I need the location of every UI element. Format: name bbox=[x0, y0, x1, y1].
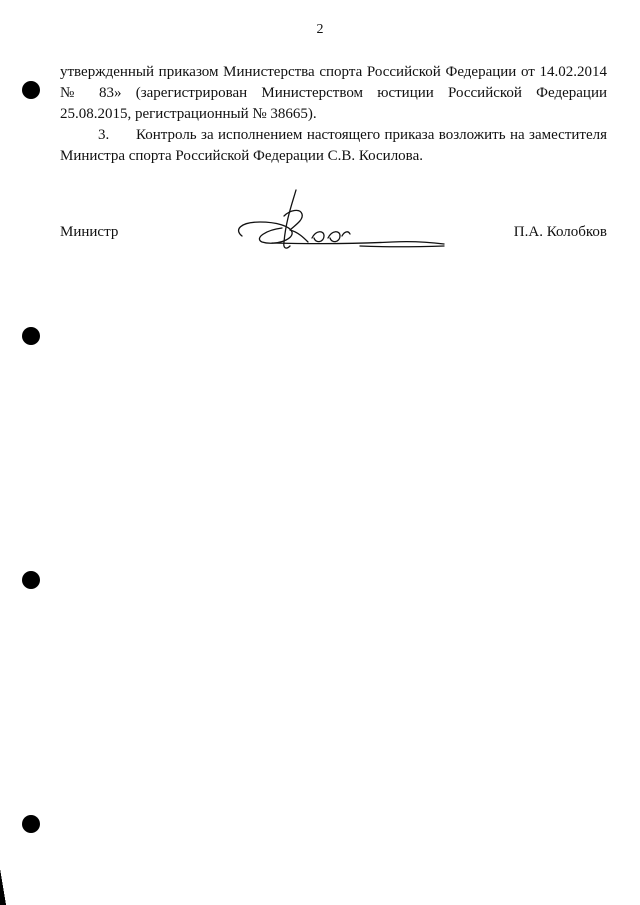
punch-hole-2 bbox=[22, 327, 40, 345]
paragraph-continuation: утвержденный приказом Министерства спорта Российской Федерации от 14.02.2014 № 83» (зарегистрирован Министерством юстиции Российской Федерации 25.08.2015, регистрационный № 38665). bbox=[60, 64, 607, 122]
paragraph-3-number: 3. bbox=[98, 127, 110, 143]
paragraph-3 bbox=[60, 125, 607, 167]
signatory-title: Министр bbox=[60, 224, 119, 240]
paragraph-3-text: Контроль за исполнением настоящего приказа возложить на заместителя Министра спорта Российской Федерации С.В. Косилова. bbox=[60, 127, 607, 164]
punch-hole-3 bbox=[22, 571, 40, 589]
signatory-name: П.А. Колобков bbox=[513, 224, 607, 240]
punch-hole-4 bbox=[22, 815, 40, 833]
page-number: 2 bbox=[316, 22, 324, 37]
document-body bbox=[60, 62, 607, 167]
punch-hole-1 bbox=[22, 81, 40, 99]
handwritten-signature bbox=[232, 186, 447, 258]
scan-edge-mark bbox=[0, 869, 6, 905]
